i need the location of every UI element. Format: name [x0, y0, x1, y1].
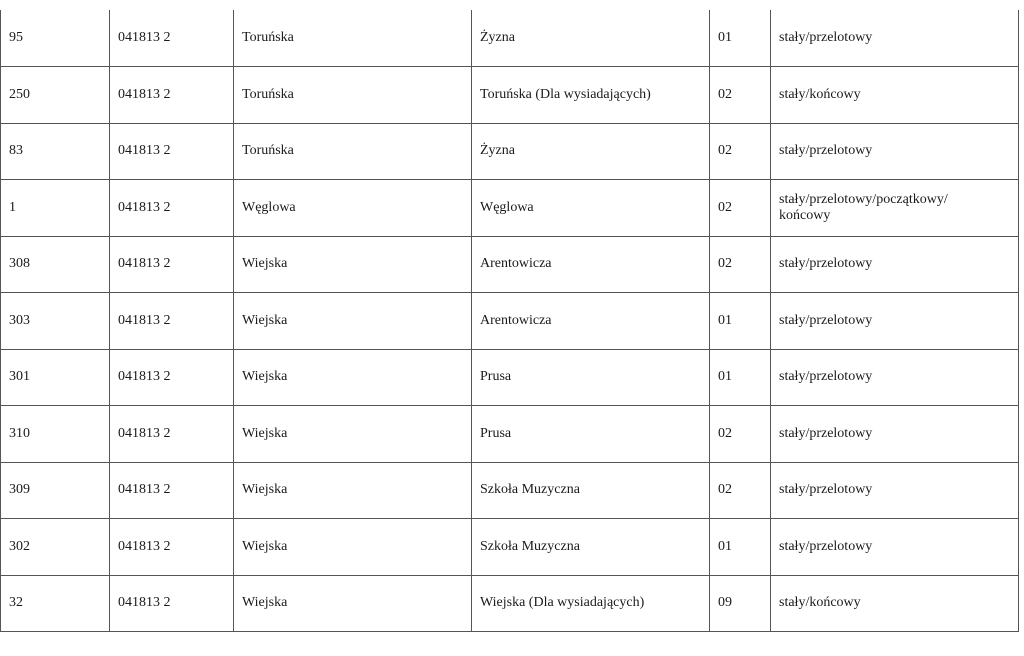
cell-code: 041813 2	[110, 293, 234, 350]
cell-street: Wiejska	[234, 293, 472, 350]
cell-street: Wiejska	[234, 236, 472, 293]
cell-stop-type: stały/przelotowy	[771, 123, 1019, 180]
cell-street: Wiejska	[234, 519, 472, 576]
table-row	[1, 180, 1019, 237]
table-row	[1, 236, 1019, 293]
cell-stop-id: 310	[1, 406, 110, 463]
cell-stop-name: Wiejska (Dla wysiadających)	[472, 575, 710, 632]
cell-code: 041813 2	[110, 180, 234, 237]
cell-post-number: 01	[710, 349, 771, 406]
cell-stop-type: stały/końcowy	[771, 67, 1019, 124]
cell-stop-id: 83	[1, 123, 110, 180]
cell-stop-type: stały/przelotowy	[771, 519, 1019, 576]
table-row	[1, 575, 1019, 632]
cell-stop-id: 301	[1, 349, 110, 406]
cell-street: Wiejska	[234, 575, 472, 632]
cell-stop-name: Szkoła Muzyczna	[472, 519, 710, 576]
cell-stop-name: Żyzna	[472, 10, 710, 67]
cell-code: 041813 2	[110, 519, 234, 576]
cell-stop-name: Szkoła Muzyczna	[472, 462, 710, 519]
bus-stops-table-body	[1, 10, 1019, 632]
cell-stop-id: 302	[1, 519, 110, 576]
cell-post-number: 01	[710, 293, 771, 350]
cell-stop-name: Arentowicza	[472, 293, 710, 350]
cell-code: 041813 2	[110, 67, 234, 124]
cell-post-number: 02	[710, 236, 771, 293]
table-row	[1, 519, 1019, 576]
cell-code: 041813 2	[110, 575, 234, 632]
cell-stop-type: stały/przelotowy	[771, 10, 1019, 67]
cell-stop-name: Żyzna	[472, 123, 710, 180]
cell-stop-type: stały/przelotowy	[771, 236, 1019, 293]
cell-stop-type: stały/przelotowy	[771, 462, 1019, 519]
cell-code: 041813 2	[110, 349, 234, 406]
table-row	[1, 406, 1019, 463]
cell-post-number: 02	[710, 67, 771, 124]
cell-stop-id: 1	[1, 180, 110, 237]
cell-street: Toruńska	[234, 10, 472, 67]
cell-post-number: 01	[710, 10, 771, 67]
table-row	[1, 349, 1019, 406]
cell-post-number: 02	[710, 123, 771, 180]
cell-stop-name: Prusa	[472, 406, 710, 463]
table-row	[1, 462, 1019, 519]
cell-stop-type: stały/przelotowy	[771, 349, 1019, 406]
cell-post-number: 01	[710, 519, 771, 576]
cell-stop-id: 303	[1, 293, 110, 350]
cell-stop-id: 32	[1, 575, 110, 632]
cell-code: 041813 2	[110, 10, 234, 67]
cell-code: 041813 2	[110, 462, 234, 519]
cell-street: Wiejska	[234, 462, 472, 519]
table-row	[1, 10, 1019, 67]
cell-stop-id: 95	[1, 10, 110, 67]
cell-stop-type: stały/końcowy	[771, 575, 1019, 632]
cell-stop-name: Toruńska (Dla wysiadających)	[472, 67, 710, 124]
cell-code: 041813 2	[110, 236, 234, 293]
table-row	[1, 123, 1019, 180]
cell-stop-name: Węglowa	[472, 180, 710, 237]
cell-street: Toruńska	[234, 123, 472, 180]
cell-post-number: 02	[710, 406, 771, 463]
table-row	[1, 293, 1019, 350]
cell-stop-name: Arentowicza	[472, 236, 710, 293]
cell-stop-id: 250	[1, 67, 110, 124]
cell-street: Wiejska	[234, 406, 472, 463]
cell-post-number: 09	[710, 575, 771, 632]
cell-post-number: 02	[710, 180, 771, 237]
cell-stop-type: stały/przelotowy	[771, 293, 1019, 350]
cell-stop-id: 308	[1, 236, 110, 293]
table-row	[1, 67, 1019, 124]
cell-stop-name: Prusa	[472, 349, 710, 406]
cell-street: Toruńska	[234, 67, 472, 124]
cell-stop-id: 309	[1, 462, 110, 519]
bus-stops-table	[0, 10, 1019, 632]
cell-stop-type: stały/przelotowy	[771, 406, 1019, 463]
cell-code: 041813 2	[110, 406, 234, 463]
cell-street: Wiejska	[234, 349, 472, 406]
cell-post-number: 02	[710, 462, 771, 519]
cell-code: 041813 2	[110, 123, 234, 180]
cell-street: Węglowa	[234, 180, 472, 237]
cell-stop-type: stały/przelotowy/początkowy/ końcowy	[771, 180, 1019, 237]
